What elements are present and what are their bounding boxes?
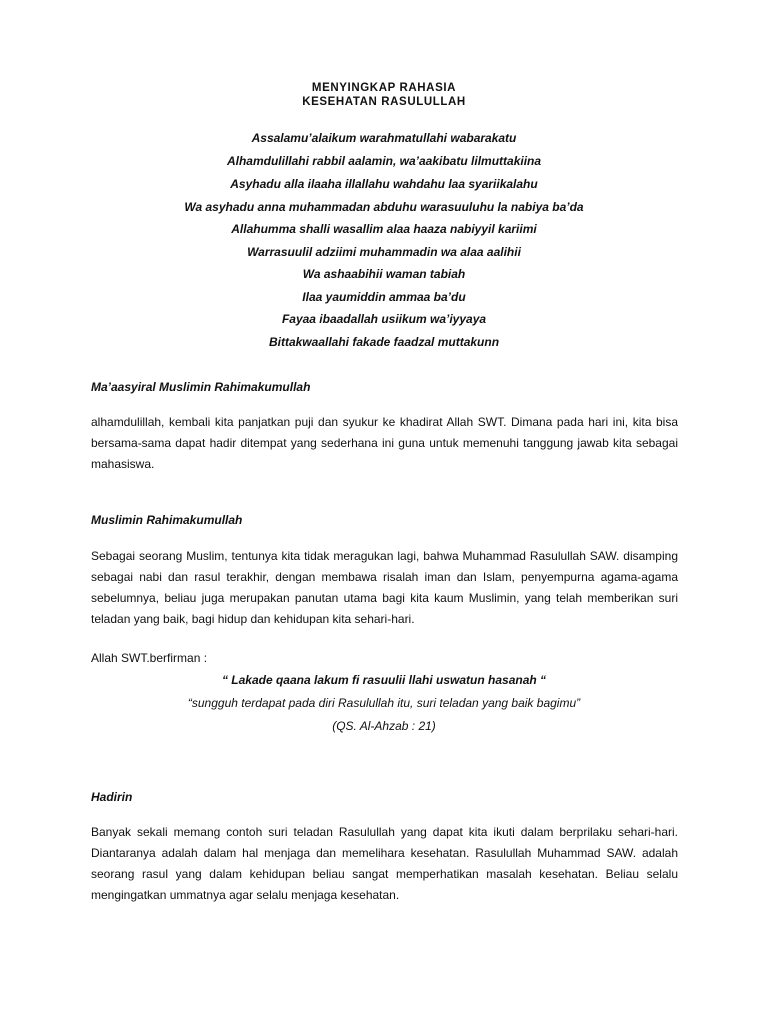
section-heading: Muslimin Rahimakumullah bbox=[91, 513, 243, 527]
section-heading: Ma’aasyiral Muslimin Rahimakumullah bbox=[91, 380, 311, 394]
opening-line: Warrasuulil adziimi muhammadin wa alaa aalihii bbox=[247, 245, 521, 259]
opening-line: Wa ashaabihii waman tabiah bbox=[302, 267, 466, 281]
opening-line: Asyhadu alla ilaaha illallahu wahdahu laa syariikalahu bbox=[230, 177, 538, 191]
firman-intro: Allah SWT.berfirman : bbox=[91, 651, 208, 665]
opening-line: Allahumma shalli wasallim alaa haaza nabiyyil kariimi bbox=[231, 222, 537, 236]
opening-line: Fayaa ibaadallah usiikum wa’iyyaya bbox=[281, 312, 487, 326]
verse-arabic: “ Lakade qaana lakum fi rasuulii llahi uswatun hasanah “ bbox=[221, 673, 547, 687]
body-paragraph: Sebagai seorang Muslim, tentunya kita tidak meragukan lagi, bahwa Muhammad Rasulullah SAW. disamping sebagai nabi dan rasul terakhir, dengan membawa risalah iman dan Islam, penyempurna agama-agama sebelumnya, beliau juga merupakan panutan utama bagi kita kaum Muslimin, yang telah memberikan suri teladan yang baik, bagi hidup dan kehidupan kita sehari-hari. bbox=[91, 549, 678, 626]
body-paragraph: Banyak sekali memang contoh suri teladan Rasulullah yang dapat kita ikuti dalam berprilaku sehari-hari. Diantaranya adalah dalam hal menjaga dan memelihara kesehatan. Rasulullah Muhammad SAW. adalah seorang rasul yang dalam kehidupan beliau sangat memperhatikan masalah kesehatan. Beliau selalu mengingatkan ummatnya agar selalu menjaga kesehatan. bbox=[91, 825, 678, 902]
opening-line: Wa asyhadu anna muhammadan abduhu warasuuluhu la nabiya ba’da bbox=[184, 200, 584, 214]
opening-line: Bittakwaallahi fakade faadzal muttakunn bbox=[268, 335, 500, 349]
body-paragraph: alhamdulillah, kembali kita panjatkan puji dan syukur ke khadirat Allah SWT. Dimana pada hari ini, kita bisa bersama-sama dapat hadir ditempat yang sederhana ini guna untuk memenuhi tanggung jawab kita sebagai mahasiswa. bbox=[91, 415, 678, 471]
opening-line: Alhamdulillahi rabbil aalamin, wa’aakibatu lilmuttakiina bbox=[226, 154, 542, 168]
opening-line: Assalamu’alaikum warahmatullahi wabarakatu bbox=[251, 131, 517, 145]
verse-translation: “sungguh terdapat pada diri Rasulullah itu, suri teladan yang baik bagimu” bbox=[187, 696, 581, 710]
verse-reference: (QS. Al-Ahzab : 21) bbox=[332, 719, 436, 733]
opening-line: Ilaa yaumiddin ammaa ba’du bbox=[302, 290, 466, 304]
section-heading: Hadirin bbox=[91, 790, 133, 804]
document-title-line-2: KESEHATAN RASULULLAH bbox=[302, 96, 466, 108]
document-title-line-1: MENYINGKAP RAHASIA bbox=[311, 82, 457, 94]
